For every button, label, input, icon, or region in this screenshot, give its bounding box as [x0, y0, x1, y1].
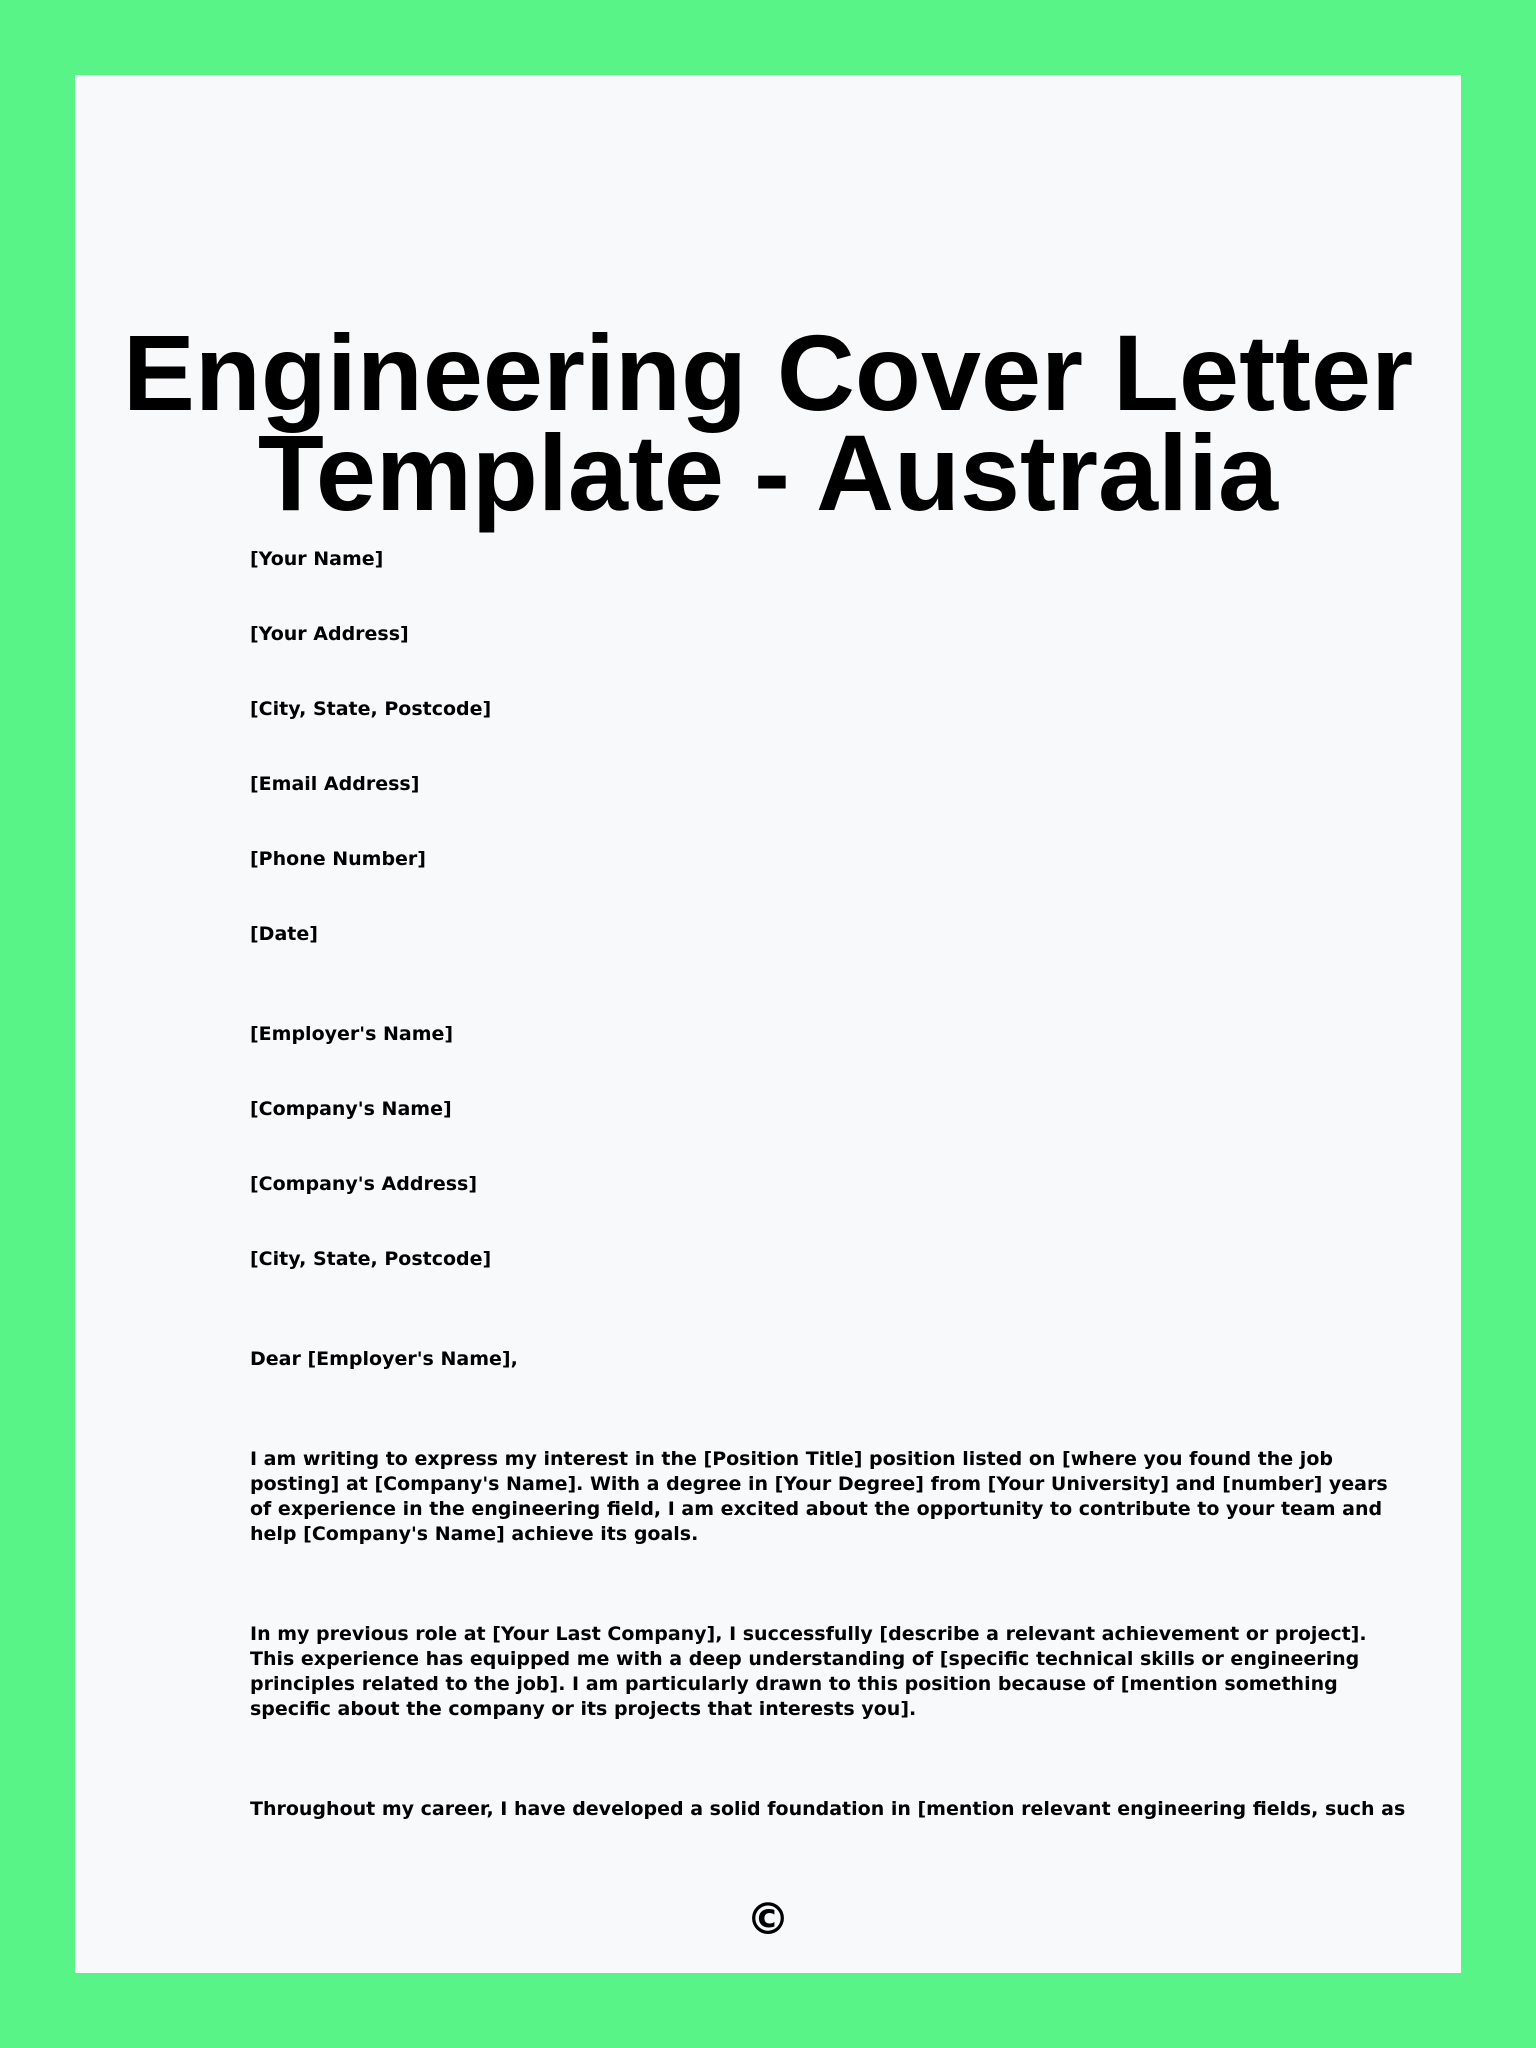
- paragraph-line: In my previous role at [Your Last Company], I successfully [describe a relevant achievement or project].: [250, 1623, 1367, 1645]
- title-line-2: Template - Australia: [257, 412, 1279, 533]
- document-page: [75, 75, 1461, 1973]
- paragraph-line: Throughout my career, I have developed a solid foundation in [mention relevant engineering fields, such as: [250, 1798, 1406, 1820]
- recipient-company-name: [Company's Name]: [250, 1098, 452, 1120]
- copyright-icon: ©: [746, 1894, 790, 1945]
- sender-phone: [Phone Number]: [250, 848, 426, 870]
- document-title: [75, 312, 1461, 533]
- paragraph-line: This experience has equipped me with a deep understanding of [specific technical skills or engineering: [250, 1648, 1360, 1670]
- paragraph-line: help [Company's Name] achieve its goals.: [250, 1523, 699, 1545]
- sender-name: [Your Name]: [250, 548, 384, 570]
- salutation: Dear [Employer's Name],: [250, 1348, 518, 1370]
- paragraph-line: specific about the company or its projects that interests you].: [250, 1698, 917, 1720]
- paragraph-line: I am writing to express my interest in the [Position Title] position listed on [where you found the job: [250, 1448, 1333, 1470]
- body-paragraph-2: [250, 1622, 1367, 1722]
- sender-city-state-postcode: [City, State, Postcode]: [250, 698, 492, 720]
- sender-email: [Email Address]: [250, 773, 420, 795]
- letter-date: [Date]: [250, 923, 318, 945]
- body-paragraph-3: [250, 1797, 1406, 1822]
- paragraph-line: posting] at [Company's Name]. With a degree in [Your Degree] from [Your University] and [number] years: [250, 1473, 1388, 1495]
- recipient-city-state-postcode: [City, State, Postcode]: [250, 1248, 492, 1270]
- title-line-1: Engineering Cover Letter: [122, 312, 1414, 433]
- paragraph-line: principles related to the job]. I am particularly drawn to this position because of [mention something: [250, 1673, 1338, 1695]
- body-paragraph-1: [250, 1447, 1388, 1547]
- recipient-company-address: [Company's Address]: [250, 1173, 478, 1195]
- sender-address: [Your Address]: [250, 623, 409, 645]
- recipient-employer-name: [Employer's Name]: [250, 1023, 454, 1045]
- paragraph-line: of experience in the engineering field, I am excited about the opportunity to contribute to your team and: [250, 1498, 1383, 1520]
